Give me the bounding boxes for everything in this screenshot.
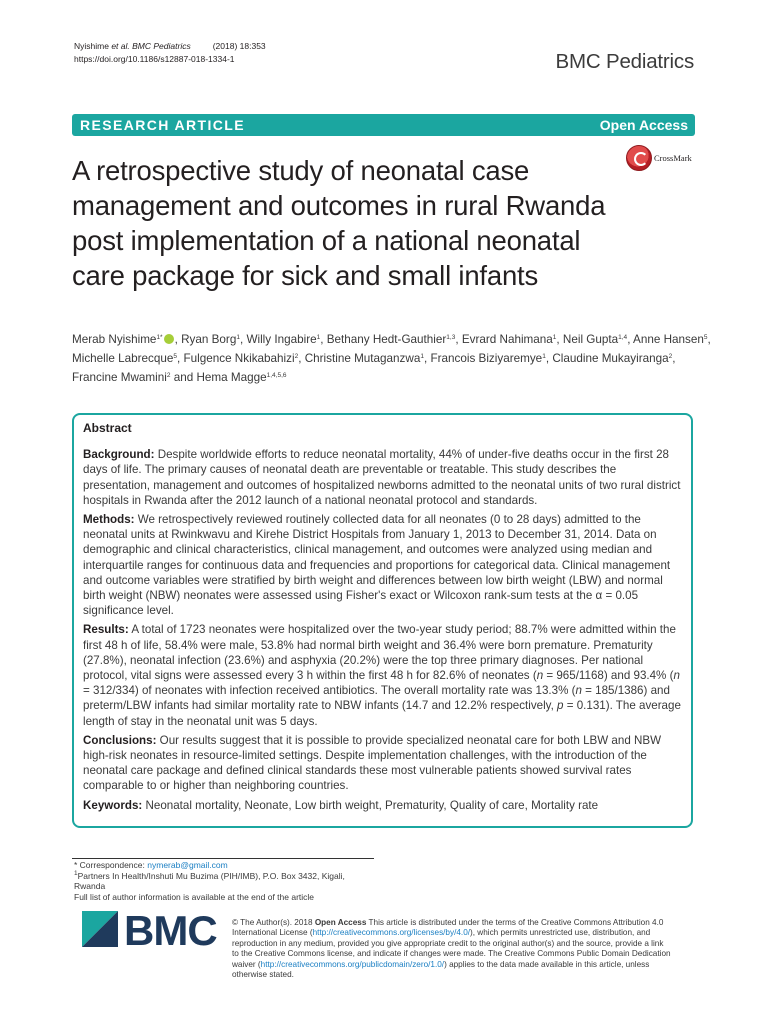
author-name: Ryan Borg [181,333,237,346]
results-n-2: n [673,669,680,683]
author-affiliation: 1 [236,334,240,341]
author-affiliation: 5 [173,353,177,360]
et-al: et al. [111,41,130,51]
background-text: Despite worldwide efforts to reduce neonatal mortality, 44% of under-five deaths occur in the first 28 days of life. The primary causes of neonatal death are preventable or treatable. This study describes the presentation, management and outcomes of hospitalized newborns admitted to the neonatal units of two rural district hospitals in Rwanda after the 2012 launch of a national neonatal protocol and standards. [83,448,681,507]
results-text-1: A total of 1723 neonates were hospitalized over the two-year study period; 88.7% were admitted within the first 48 h of life, 58.4% were male, 53.8% had normal birth weight and 36.4% were born premature. Prematurity (27.8%), neonatal infection (23.6%) and asphyxia (20.2%) were the top three primary diagnoses. Per national protocol, vital signs were assessed every 3 h within the first 48 h for 82.6% of neonates ( [83,623,676,683]
author-name: Bethany Hedt-Gauthier [326,333,447,346]
license-text-4: ) applies to the data made available in this article, unless otherwise stated. [232,959,650,980]
abstract-box [72,413,693,828]
author-affiliation: 2 [294,353,299,360]
footnote-divider [72,858,374,859]
conclusions-label: Conclusions: [83,733,157,747]
author-affiliation: 1 [420,353,424,360]
author-list: Merab Nyishime$^{1*}$ , Ryan Borg$^1$, Willy Ingabire$^1$, Bethany Hedt-Gauthier$^{1,3}$, Evrard Nahimana$^1$, Neil Gupta$^{1,4}$, Anne Hansen$^5$, Michelle Labrecque$^5$, Fulgence Nkikabahizi$^2$, Christine Mutaganzwa$^1$, Francois Biziyaremye$^1$, Claudine Mukayiranga$^2$, Francine Mwamini$^2$ and Hema Magge$^{1,4,5,6}$ [72,333,711,384]
bmc-logo-icon [82,911,118,947]
author-affiliation: 1 [316,334,321,341]
abstract-keywords [83,798,683,813]
results-text-5: = 0.131). The average length of stay in the neonatal unit was 5 days. [83,699,681,728]
crossmark-label: CrossMark [654,153,692,163]
author-name: Michelle Labrecque [72,352,174,365]
abstract-conclusions [83,733,683,794]
affiliation-text: Partners In Health/Inshuti Mu Buzima (PIH/IMB), P.O. Box 3432, Kigali, Rwanda [74,870,345,891]
author-affiliation: 1,4,5,6 [266,372,287,379]
license-link-cc-by[interactable]: http://creativecommons.org/licenses/by/4.0/ [312,928,471,938]
license-link-cc0[interactable]: http://creativecommons.org/publicdomain/zero/1.0/ [260,959,445,969]
author-affiliation: 1,3 [446,334,456,341]
author-affiliation: 2 [668,353,673,360]
journal-name: BMC Pediatrics [555,50,694,73]
background-label: Background: [83,448,155,462]
author-name: Francois Biziyaremye [430,352,543,365]
article-title: A retrospective study of neonatal case management and outcomes in rural Rwanda post implementation of a national neonatal care package for sick and small infants [72,155,606,291]
citation-header [74,40,266,66]
results-text-2: = 965/1168) and 93.4% ( [543,669,674,683]
year-volume: (2018) 18:353 [212,41,266,51]
license-text-3: ), which permits unrestricted use, distribution, and reproduction in any medium, provided you give appropriate credit to the original author(s) and the source, provide a link to the Creative Commons license, and indicate if changes were made. The Creative Commons Public Domain Dedication waiver ( [232,928,671,969]
results-text-4: = 185/1386) and preterm/LBW infants had similar mortality rate to NBW infants (14.7 and 12.2% respectively, [83,684,670,713]
affiliation-number: 1 [74,869,78,877]
doi-link[interactable]: https://doi.org/10.1186/s12887-018-1334-1 [74,54,235,64]
results-text-3: = 312/334) of neonates with infection received antibiotics. The overall mortality rate was 13.3% ( [83,684,576,698]
keywords-text: Neonatal mortality, Neonate, Low birth weight, Prematurity, Quality of care, Mortality rate [145,798,599,812]
footnotes [74,860,374,902]
bmc-logo [82,907,222,961]
author-name: Anne Hansen [633,333,704,346]
author-affiliation: 5 [703,334,708,341]
crossmark-badge[interactable] [626,145,706,173]
article-type-label: RESEARCH ARTICLE [80,117,245,133]
author-short: Nyishime [74,41,109,51]
open-access-label: Open Access [599,117,688,133]
keywords-label: Keywords: [83,798,143,812]
conclusions-text: Our results suggest that it is possible to provide specialized neonatal care for both LBW and NBW high-risk neonates in resource-limited settings. Despite implementation challenges, with the introduction of the neonatal care package and defined clinical standards these most vulnerable patients showed survival rates comparable to or higher than neighboring countries. [83,733,662,793]
license-statement [232,918,672,980]
author-affiliation: 1 [552,334,557,341]
journal-abbrev: BMC Pediatrics [132,41,191,51]
author-conjunction: and [173,371,194,384]
correspondence-email[interactable]: nymerab@gmail.com [147,860,228,870]
article-type-banner [72,114,695,136]
author-name: Hema Magge [196,371,267,384]
author-affiliation: 1,4 [618,334,628,341]
results-label: Results: [83,623,129,637]
results-n-1: n [536,669,544,683]
bmc-logo-text: BMC [124,907,217,954]
author-affiliation: 2 [166,372,171,379]
author-affiliation: 1 [542,353,546,360]
abstract-results [83,622,683,728]
orcid-icon[interactable] [164,334,174,344]
abstract-heading: Abstract [83,421,132,435]
license-open-access: Open Access [314,918,367,927]
methods-label: Methods: [83,513,135,527]
author-name: Fulgence Nkikabahizi [183,352,295,365]
author-name: Neil Gupta [562,333,619,346]
license-text-1: © The Author(s). 2018 [232,918,315,927]
abstract-methods [83,512,683,618]
author-name: Claudine Mukayiranga [552,352,669,365]
full-list-note: Full list of author information is available at the end of the article [74,891,315,902]
methods-text: We retrospectively reviewed routinely collected data for all neonates (0 to 28 days) admitted to the neonatal units at Rwinkwavu and Kirehe District Hospitals from January 1, 2013 to December 31, 2014. Data on demographic and clinical characteristics, clinical management, and outcomes were analyzed using median and interquartile ranges for continuous data and frequencies and proportions for categorical data. Clinical management and outcome variables were stratified by birth weight and differences between low birth weight (LBW) and normal birth weight (NBW) neonates were assessed using Fisher's exact or Wilcoxon rank-sum tests at the α = 0.05 significance level. [83,513,671,618]
license-text-2: This article is distributed under the terms of the Creative Commons Attribution 4.0 International License ( [232,918,664,938]
results-p: p [557,699,564,713]
author-name: Willy Ingabire [246,333,317,346]
correspondence-label: * Correspondence: [74,860,145,870]
author-name: Evrard Nahimana [461,333,553,346]
author-name: Merab Nyishime [72,333,157,346]
author-affiliation: 1* [156,334,163,341]
abstract-background [83,447,683,508]
author-name: Christine Mutaganzwa [304,352,421,365]
results-n-3: n [575,684,582,698]
author-name: Francine Mwamini [72,371,167,384]
